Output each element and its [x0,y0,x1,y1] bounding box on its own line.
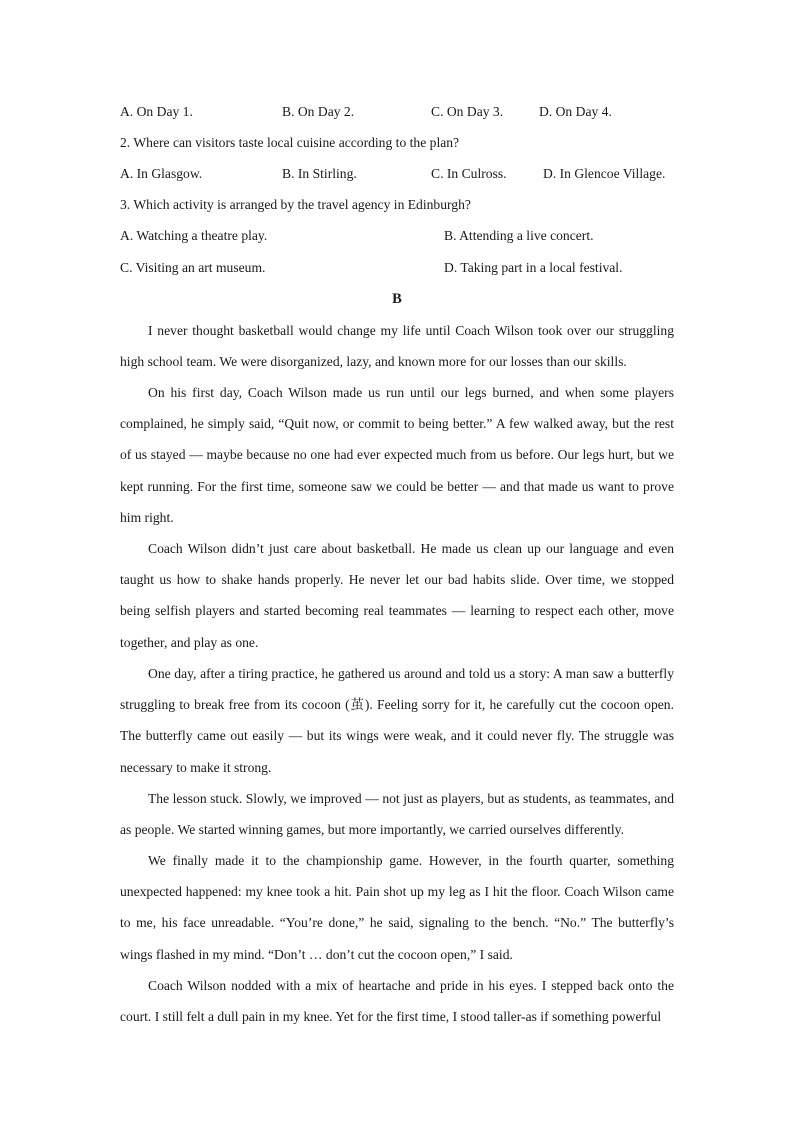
q1-option-c: C. On Day 3. [431,104,504,119]
q1-option-d: D. On Day 4. [539,104,612,119]
paragraph-2: On his first day, Coach Wilson made us run until our legs burned, and when some players complained, he simply said, “Quit now, or commit to being better.” A few walked away, but the rest of us stayed — maybe because no one had ever expected much from us before. Our legs hurt, but we kept running. For the first time, someone saw we could be better — and that made us want to prove him right. [120,385,674,525]
q2-question: 2. Where can visitors taste local cuisine according to the plan? [120,135,460,150]
q2-option-b: B. In Stirling. [282,166,357,181]
q2-option-d: D. In Glencoe Village. [543,166,666,181]
paragraph-3: Coach Wilson didn’t just care about basketball. He made us clean up our language and even taught us how to shake hands properly. He never let our bad habits slide. Over time, we stopped being selfish players and started becoming real teammates — learning to respect each other, move together, and play as one. [120,541,674,650]
paragraph-6: We finally made it to the championship game. However, in the fourth quarter, something unexpected happened: my knee took a hit. Pain shot up my leg as I hit the floor. Coach Wilson came to me, his face unreadable. “You’re done,” he said, signaling to the bench. “No.” The butterfly’s wings flashed in my mind. “Don’t … don’t cut the cocoon open,” I said. [120,853,674,962]
paragraph-4: One day, after a tiring practice, he gathered us around and told us a story: A man saw a butterfly struggling to break free from its cocoon (茧). Feeling sorry for it, he carefully cut the cocoon open. The butterfly came out easily — but its wings were weak, and it could never fly. The struggle was necessary to make it strong. [120,666,674,775]
q3-options-row2 [120,258,674,278]
q3-option-a: A. Watching a theatre play. [120,228,268,243]
q3-option-c: C. Visiting an art museum. [120,260,266,275]
section-b-heading: B [392,291,402,307]
q3-option-b: B. Attending a live concert. [444,228,594,243]
q2-option-a: A. In Glasgow. [120,166,203,181]
q1-option-b: B. On Day 2. [282,104,355,119]
paragraph-7: Coach Wilson nodded with a mix of heartache and pride in his eyes. I stepped back onto the court. I still felt a dull pain in my knee. Yet for the first time, I stood taller-as if something powerful [120,978,674,1025]
q2-options [120,164,674,184]
q3-question: 3. Which activity is arranged by the travel agency in Edinburgh? [120,197,471,212]
q1-option-a: A. On Day 1. [120,104,193,119]
q2-option-c: C. In Culross. [431,166,507,181]
paragraph-5: The lesson stuck. Slowly, we improved — not just as players, but as students, as teammates, and as people. We started winning games, but more importantly, we carried ourselves differently. [120,791,674,838]
q3-option-d: D. Taking part in a local festival. [444,260,623,275]
paragraph-1: I never thought basketball would change my life until Coach Wilson took over our struggling high school team. We were disorganized, lazy, and known more for our losses than our skills. [120,323,674,370]
q1-options [120,102,674,122]
q3-options-row1 [120,226,674,246]
